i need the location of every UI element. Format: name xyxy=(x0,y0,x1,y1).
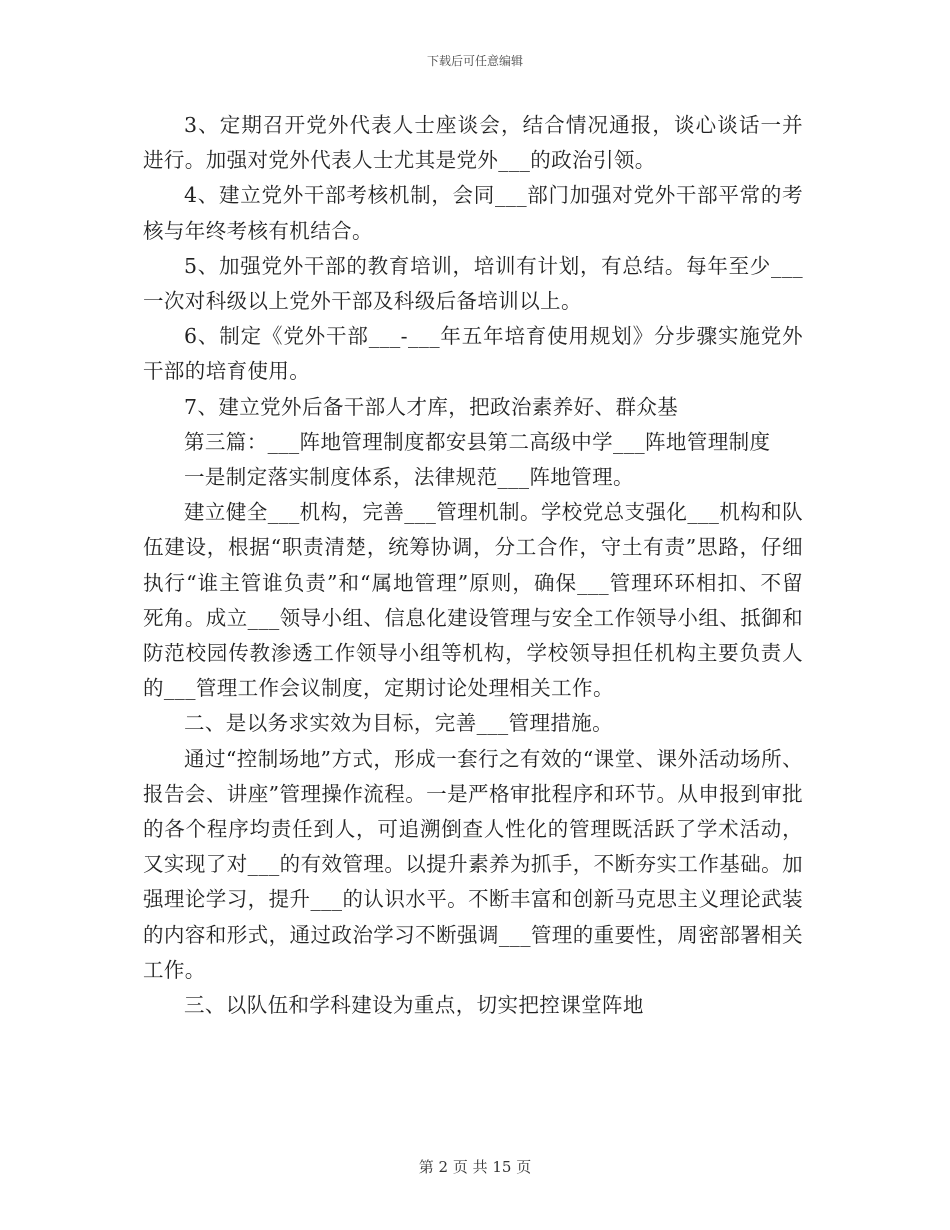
paragraph-item-7: 7、建立党外后备干部人才库，把政治素养好、群众基 xyxy=(184,394,679,419)
paragraph-item-6: 6、制定《党外干部___-___年五年培育使用规划》分步骤实施党外干部的培育使用。 xyxy=(143,324,803,384)
paragraph-first-point: 一是制定落实制度体系，法律规范___阵地管理。 xyxy=(184,465,634,490)
paragraph-item-3: 3、定期召开党外代表人士座谈会，结合情况通报，谈心谈话一并进行。加强对党外代表人士尤其是党外___的政治引领。 xyxy=(143,113,803,173)
paragraph-venue-control: 通过“控制场地”方式，形成一套行之有效的“课堂、课外活动场所、报告会、讲座”管理操作流程。一是严格审批程序和环节。从申报到审批的各个程序均责任到人，可追溯倒查人性化的管理既活跃了学术活动，又实现了对___的有效管理。以提升素养为抓手，不断夯实工作基础。加强理论学习，提升___的认识水平。不断丰富和创新马克思主义理论武装的内容和形式，通过政治学习不断强调___管理的重要性，周密部署相关工作。 xyxy=(143,746,803,982)
paragraph-item-4: 4、建立党外干部考核机制，会同___部门加强对党外干部平常的考核与年终考核有机结合。 xyxy=(143,183,803,243)
document-body xyxy=(143,108,803,1023)
section-title: 第三篇：___阵地管理制度都安县第二高级中学___阵地管理制度 xyxy=(184,429,771,454)
paragraph-item-5: 5、加强党外干部的教育培训，培训有计划，有总结。每年至少___一次对科级以上党外干部及科级后备培训以上。 xyxy=(143,253,803,314)
paragraph-second-point: 二、是以务求实效为目标，完善___管理措施。 xyxy=(184,711,614,736)
page-header: 下载后可任意编辑 xyxy=(426,54,523,68)
paragraph-organization: 建立健全___机构，完善___管理机制。学校党总支强化___机构和队伍建设，根据“职责清楚，统筹协调，分工合作，守土有责”思路，仔细执行“谁主管谁负责”和“属地管理”原则，确保___管理环环相扣、不留死角。成立___领导小组、信息化建设管理与安全工作领导小组、抵御和防范校园传教渗透工作领导小组等机构，学校领导担任机构主要负责人的___管理工作会议制度，定期讨论处理相关工作。 xyxy=(143,500,803,701)
paragraph-third-point: 三、以队伍和学科建设为重点，切实把控课堂阵地 xyxy=(184,993,644,1018)
page-number: 第 2 页 共 15 页 xyxy=(418,1158,532,1176)
